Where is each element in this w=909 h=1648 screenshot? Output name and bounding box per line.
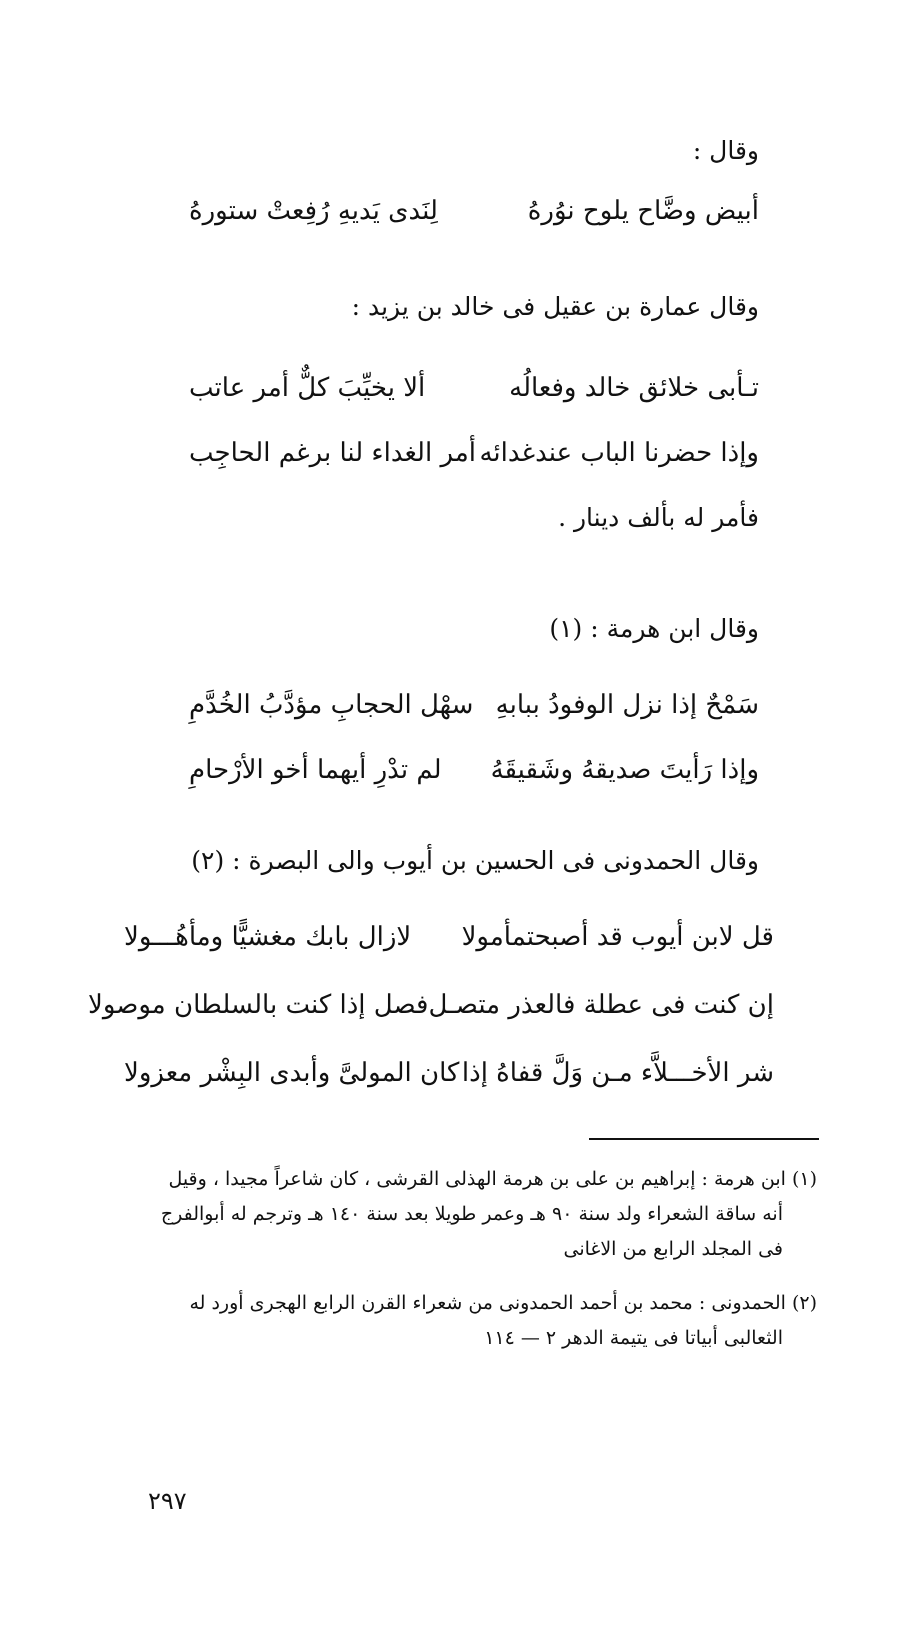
verse-first-hemistich: تـأبى خلائق خالد وفعالُه bbox=[509, 373, 759, 403]
verse-second-hemistich: كان المولىَّ وأبدى البِشْر معزولا bbox=[124, 1058, 460, 1088]
verse bbox=[189, 373, 759, 403]
verse-second-hemistich: فصل إذا كنت بالسلطان موصولا bbox=[88, 990, 429, 1020]
intro-line: وقال عمارة بن عقيل فى خالد بن يزيد : bbox=[351, 292, 759, 321]
verse-first-hemistich: قل لابن أيوب قد أصبحتمأمولا bbox=[461, 922, 774, 952]
verse-second-hemistich: لِنَدى يَديهِ رُفِعتْ ستورهُ bbox=[189, 196, 438, 226]
footnote-2 bbox=[97, 1286, 817, 1356]
closing-line: فأمر له بألف دينار . bbox=[558, 503, 759, 532]
page-number: ٢٩٧ bbox=[148, 1487, 187, 1515]
verse-second-hemistich: أمر الغداء لنا برغم الحاجِب bbox=[189, 438, 476, 468]
verse-second-hemistich: سهْل الحجابِ مؤدَّبُ الخُدَّمِ bbox=[189, 690, 474, 720]
verse bbox=[88, 990, 774, 1020]
verse-first-hemistich: أبيض وضَّاح يلوح نوُرهُ bbox=[527, 196, 759, 226]
intro-line: وقال الحمدونى فى الحسين بن أيوب والى البصرة : (٢) bbox=[191, 846, 759, 875]
verse bbox=[124, 922, 774, 952]
verse bbox=[124, 1058, 774, 1088]
footnote-line: الثعالبى أبياتا فى يتيمة الدهر ٢ — ١١٤ bbox=[484, 1327, 783, 1349]
footnote-line: (٢) الحمدونى : محمد بن أحمد الحمدونى من شعراء القرن الرابع الهجرى أورد له bbox=[189, 1292, 817, 1314]
verse-first-hemistich: شر الأخـــلاَّء مـن وَلَّ قفاهُ إذا bbox=[461, 1058, 774, 1088]
verse-second-hemistich: ألا يخيِّبَ كلٌّ أمر عاتب bbox=[189, 373, 426, 403]
footnote-line: (١) ابن هرمة : إبراهيم بن على بن هرمة الهذلى القرشى ، كان شاعراً مجيدا ، وقيل bbox=[168, 1168, 817, 1190]
footnote-line: أنه ساقة الشعراء ولد سنة ٩٠ هـ وعمر طويلا بعد سنة ١٤٠ هـ وترجم له أبوالفرج bbox=[160, 1203, 783, 1225]
verse-first-hemistich: وإذا حضرنا الباب عندغدائه bbox=[479, 438, 759, 468]
intro-line: وقال ابن هرمة : (١) bbox=[549, 614, 759, 643]
intro-line: وقال : bbox=[692, 136, 759, 165]
footnote-separator bbox=[589, 1138, 819, 1140]
verse-first-hemistich: إن كنت فى عطلة فالعذر متصـل bbox=[428, 990, 774, 1020]
verse bbox=[189, 438, 759, 468]
verse-first-hemistich: وإذا رَأيتَ صديقهُ وشَقيقَهُ bbox=[490, 755, 759, 785]
footnote-1 bbox=[97, 1162, 817, 1267]
verse-second-hemistich: لم تدْرِ أيهما أخو الأرْحامِ bbox=[189, 755, 442, 785]
verse-first-hemistich: سَمْحٌ إذا نزل الوفودُ ببابهِ bbox=[495, 690, 759, 720]
verse-second-hemistich: لازال بابك مغشيًّا ومأهُـــولا bbox=[124, 922, 412, 952]
verse bbox=[189, 755, 759, 785]
footnote-line: فى المجلد الرابع من الاغانى bbox=[563, 1238, 783, 1260]
verse bbox=[189, 196, 759, 226]
verse bbox=[189, 690, 759, 720]
